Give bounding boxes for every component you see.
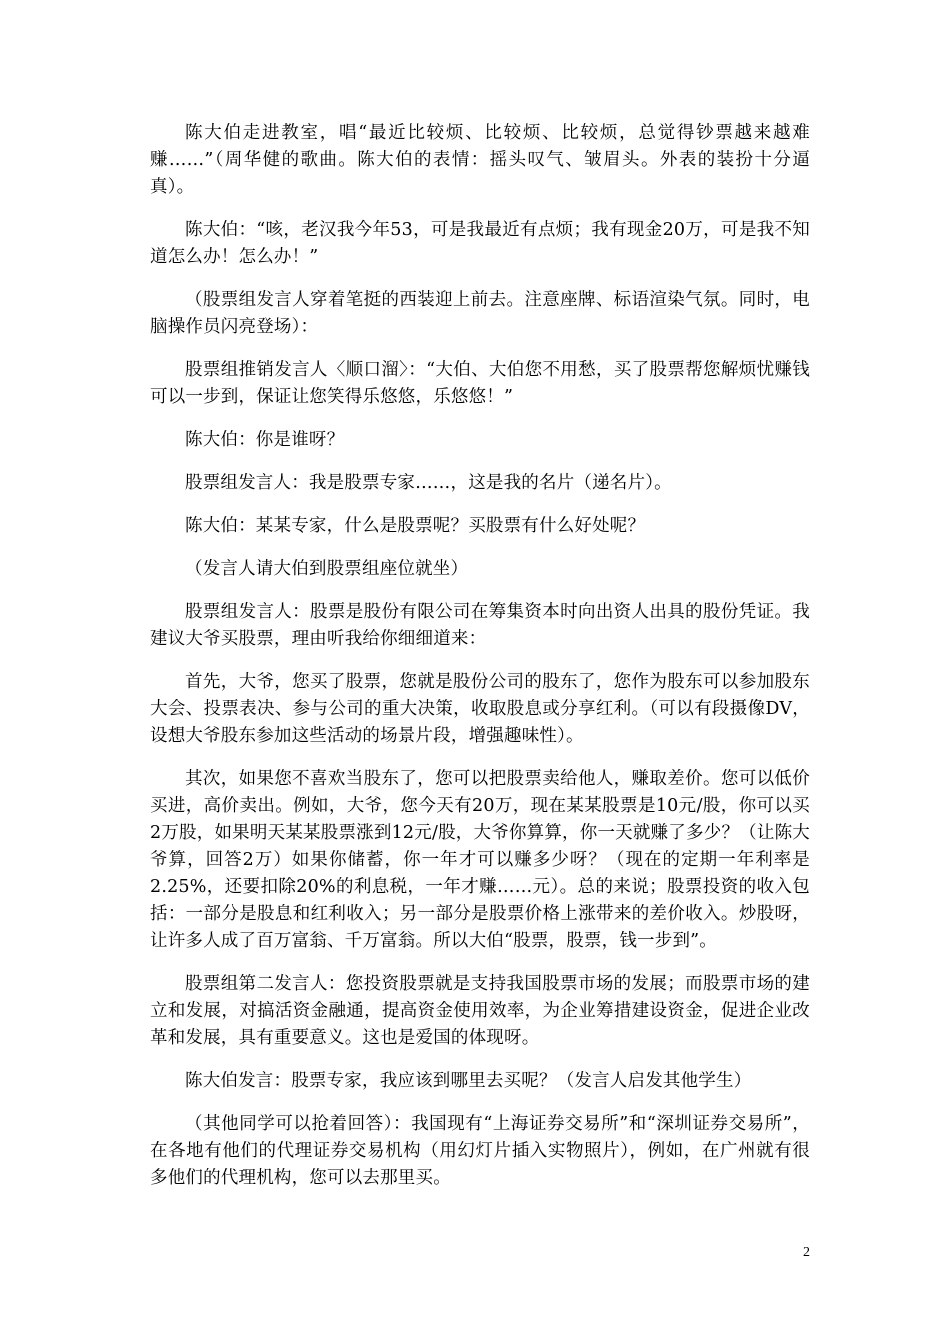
paragraph: 其次，如果您不喜欢当股东了，您可以把股票卖给他人，赚取差价。您可以低价买进，高价卖出。例如，大爷，您今天有20万，现在某某股票是10元/股，你可以买2万股，如果明天某某股票涨到12元/股，大爷你算算，你一天就赚了多少？（让陈大爷算，回答2万）如果你储蓄，你一年才可以赚多少呀？（现在的定期一年利率是2.25%，还要扣除20%的利息税，一年才赚……元）。总的来说；股票投资的收入包括：一部分是股息和红利收入；另一部分是股票价格上涨带来的差价收入。炒股呀，让许多人成了百万富翁、千万富翁。所以大伯“股票，股票，钱一步到”。 xyxy=(150,769,810,951)
paragraph: 首先，大爷，您买了股票，您就是股份公司的股东了，您作为股东可以参加股东大会、投票表决、参与公司的重大决策，收取股息或分享红利。（可以有段摄像DV，设想大爷股东参加这些活动的场景片段，增强趣味性）。 xyxy=(150,672,810,746)
paragraph: （股票组发言人穿着笔挺的西装迎上前去。注意座牌、标语渲染气氛。同时，电脑操作员闪亮登场）： xyxy=(150,290,810,337)
paragraph: 股票组发言人：我是股票专家……，这是我的名片（递名片）。 xyxy=(185,473,672,493)
paragraph: （其他同学可以抢着回答）：我国现有“上海证券交易所”和“深圳证券交易所”，在各地有他们的代理证券交易机构（用幻灯片插入实物照片），例如，在广州就有很多他们的代理机构，您可以去那里买。 xyxy=(150,1114,810,1188)
paragraph: 股票组推销发言人〈顺口溜〉：“大伯、大伯您不用愁，买了股票帮您解烦忧赚钱可以一步到，保证让您笑得乐悠悠，乐悠悠！” xyxy=(150,360,810,407)
paragraph: 陈大伯：某某专家，什么是股票呢？买股票有什么好处呢？ xyxy=(185,516,646,536)
paragraph: 陈大伯发言：股票专家，我应该到哪里去买呢？（发言人启发其他学生） xyxy=(185,1071,752,1091)
paragraph: 陈大伯：“咳，老汉我今年53，可是我最近有点烦；我有现金20万，可是我不知道怎么办！怎么办！” xyxy=(150,220,810,267)
page-number: 2 xyxy=(803,1245,810,1260)
paragraph: 陈大伯走进教室，唱“最近比较烦、比较烦、比较烦，总觉得钞票越来越难赚……”（周华健的歌曲。陈大伯的表情：摇头叹气、皱眉头。外表的装扮十分逼真）。 xyxy=(150,123,810,197)
paragraph: 股票组发言人：股票是股份有限公司在筹集资本时向出资人出具的股份凭证。我建议大爷买股票，理由听我给你细细道来： xyxy=(150,602,810,649)
paragraph: （发言人请大伯到股票组座位就坐） xyxy=(185,559,469,579)
paragraph: 股票组第二发言人：您投资股票就是支持我国股票市场的发展；而股票市场的建立和发展，对搞活资金融通，提高资金使用效率，为企业筹措建设资金，促进企业改革和发展，具有重要意义。这也是爱国的体现呀。 xyxy=(150,974,810,1048)
document-body xyxy=(150,120,810,1208)
paragraph: 陈大伯：你是谁呀？ xyxy=(185,430,345,450)
